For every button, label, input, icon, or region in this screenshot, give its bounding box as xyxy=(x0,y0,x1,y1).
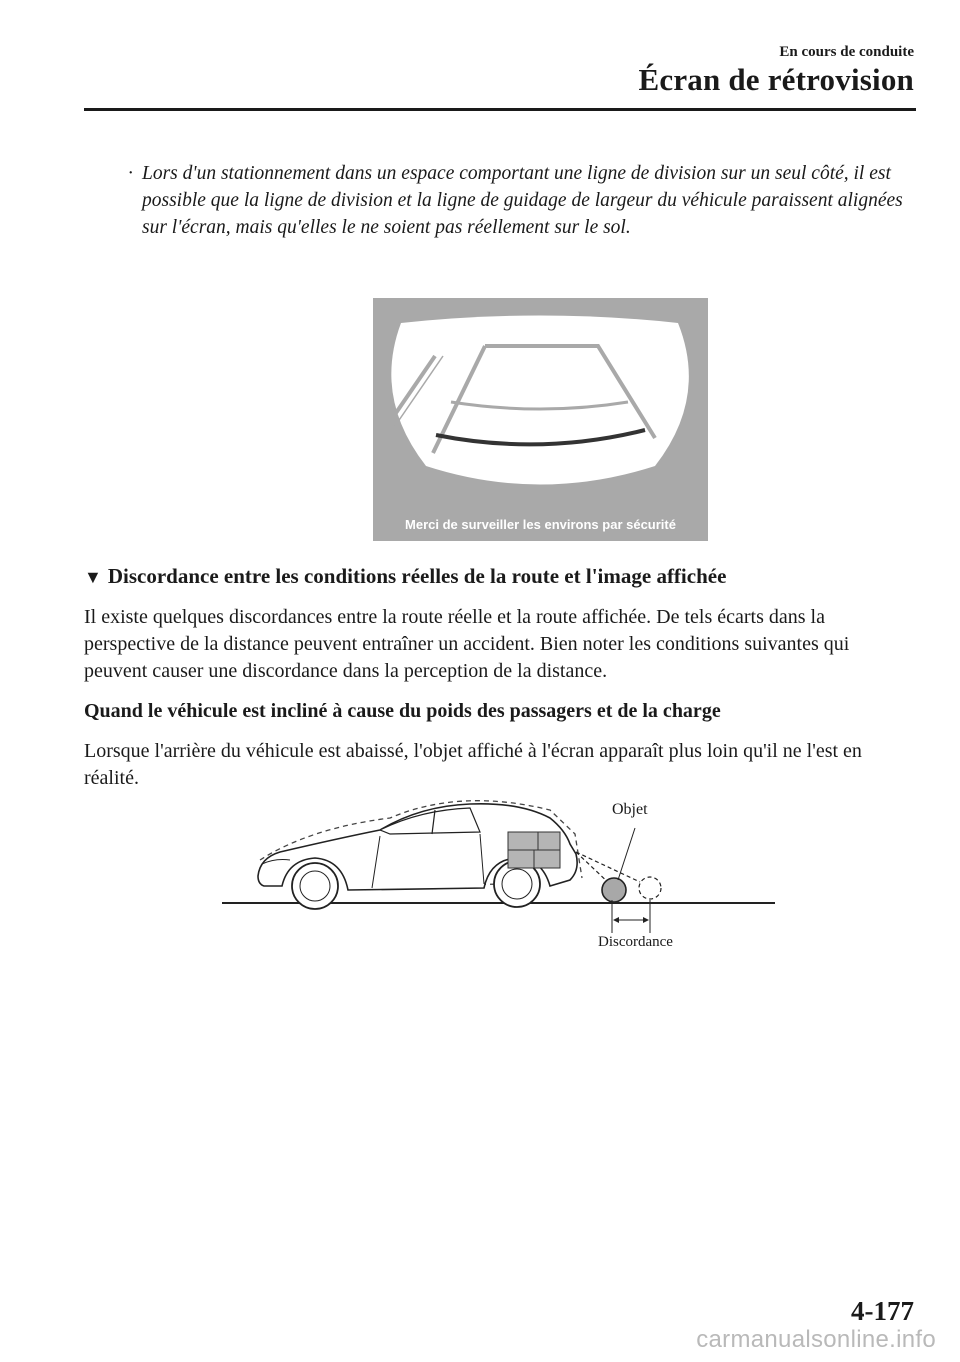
label-object: Objet xyxy=(612,801,648,818)
section-heading-text: Discordance entre les conditions réelles de la route et l'image affichée xyxy=(107,564,727,588)
header-section: En cours de conduite xyxy=(779,44,914,60)
section-marker: ▼ xyxy=(84,567,102,587)
watermark: carmanualsonline.info xyxy=(696,1326,936,1353)
subheading: Quand le véhicule est incliné à cause du poids des passagers et de la charge xyxy=(84,700,721,722)
rear-camera-screen-figure xyxy=(373,298,708,541)
car-discordance-illustration xyxy=(220,788,780,958)
section-heading xyxy=(84,564,726,589)
camera-caption: Merci de surveiller les environs par sécurité xyxy=(405,517,676,532)
subheading-paragraph: Lorsque l'arrière du véhicule est abaissé, l'objet affiché à l'écran apparaît plus loin qu'il ne l'est en réalité. xyxy=(84,740,862,789)
tilted-car-figure xyxy=(220,788,780,958)
camera-screen-illustration xyxy=(373,298,708,541)
header-divider xyxy=(84,108,916,111)
section-paragraph: Il existe quelques discordances entre la route réelle et la route affichée. De tels écarts dans la perspective de la distance peuvent entraîner un accident. Bien noter les conditions suivantes qui peuvent causer une discordance dans la perception de la distance. xyxy=(84,606,850,682)
label-discordance: Discordance xyxy=(598,934,673,950)
page-number: 4-177 xyxy=(851,1296,914,1326)
note-bullet: · xyxy=(128,163,133,184)
page-title: Écran de rétrovision xyxy=(638,62,914,97)
note-text: Lors d'un stationnement dans un espace comportant une ligne de division sur un seul côté, il est possible que la ligne de division et la ligne de guidage de largeur du véhicule paraissent alignées sur l'écran, mais qu'elles le ne soient pas réellement sur le sol. xyxy=(142,163,903,238)
